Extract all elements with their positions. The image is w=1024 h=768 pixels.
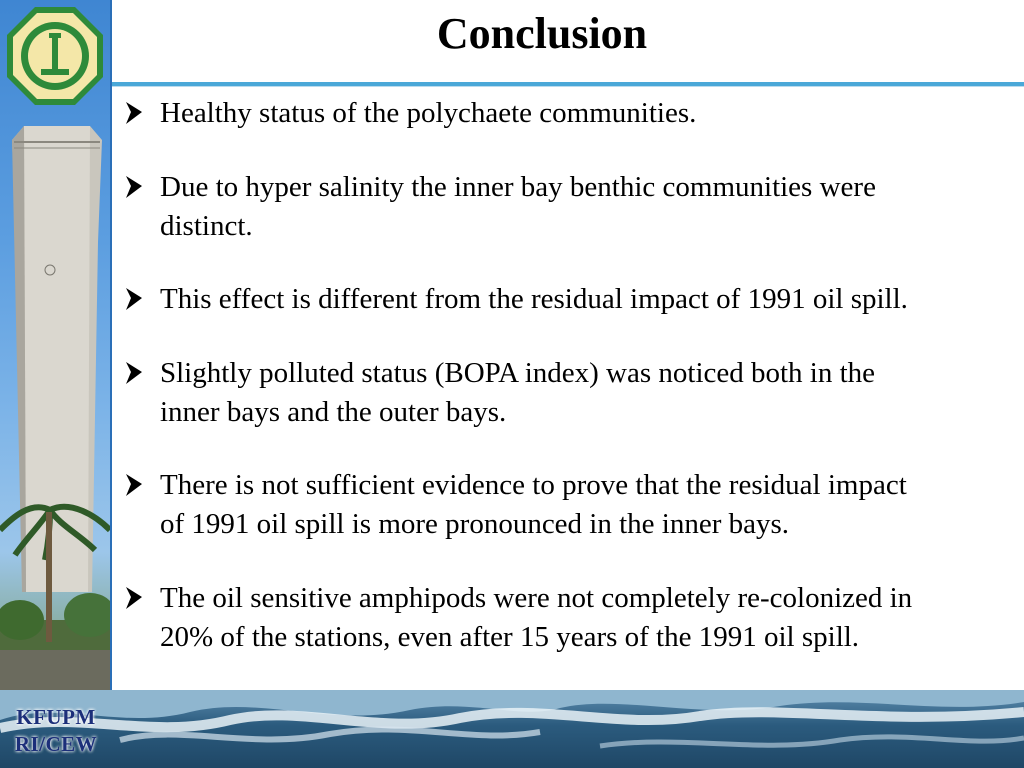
arrow-bullet-icon bbox=[118, 354, 160, 392]
bullet-line: distinct. bbox=[160, 210, 253, 242]
footer-line-2: RI/CEW bbox=[14, 732, 98, 756]
bullet-item bbox=[118, 466, 1018, 544]
bullet-line: inner bays and the outer bays. bbox=[160, 396, 507, 428]
arrow-bullet-icon bbox=[118, 280, 160, 318]
left-divider bbox=[110, 0, 112, 690]
kfupm-seal-icon bbox=[5, 5, 105, 107]
bullet-item bbox=[118, 354, 1018, 432]
arrow-bullet-icon bbox=[118, 168, 160, 206]
wave-illustration bbox=[0, 690, 1024, 768]
arrow-bullet-icon bbox=[118, 94, 160, 132]
title-underline-shadow bbox=[112, 86, 1024, 87]
footer-line-1: KFUPM bbox=[16, 705, 96, 729]
bullet-line: 20% of the stations, even after 15 years of the 1991 oil spill. bbox=[160, 621, 860, 653]
bullet-line: Due to hyper salinity the inner bay benthic communities were bbox=[160, 171, 876, 203]
bullet-line: Healthy status of the polychaete communities. bbox=[160, 97, 697, 129]
bullet-line: of 1991 oil spill is more pronounced in the inner bays. bbox=[160, 508, 790, 540]
bullet-item bbox=[118, 579, 1018, 657]
bullet-item bbox=[118, 280, 1018, 319]
ocean-wave-banner bbox=[0, 690, 1024, 768]
slide-title: Conclusion bbox=[436, 9, 648, 58]
bullet-line: This effect is different from the residual impact of 1991 oil spill. bbox=[160, 283, 908, 315]
palm-trees-illustration bbox=[0, 500, 112, 690]
footer-org-label bbox=[6, 704, 106, 758]
bullet-line: The oil sensitive amphipods were not completely re-colonized in bbox=[160, 582, 913, 614]
bullet-line: Slightly polluted status (BOPA index) was noticed both in the bbox=[160, 357, 876, 389]
bullet-item bbox=[118, 94, 1018, 133]
bullet-item bbox=[118, 168, 1018, 246]
arrow-bullet-icon bbox=[118, 579, 160, 617]
arrow-bullet-icon bbox=[118, 466, 160, 504]
bullet-line: There is not sufficient evidence to prove that the residual impact bbox=[160, 469, 907, 501]
